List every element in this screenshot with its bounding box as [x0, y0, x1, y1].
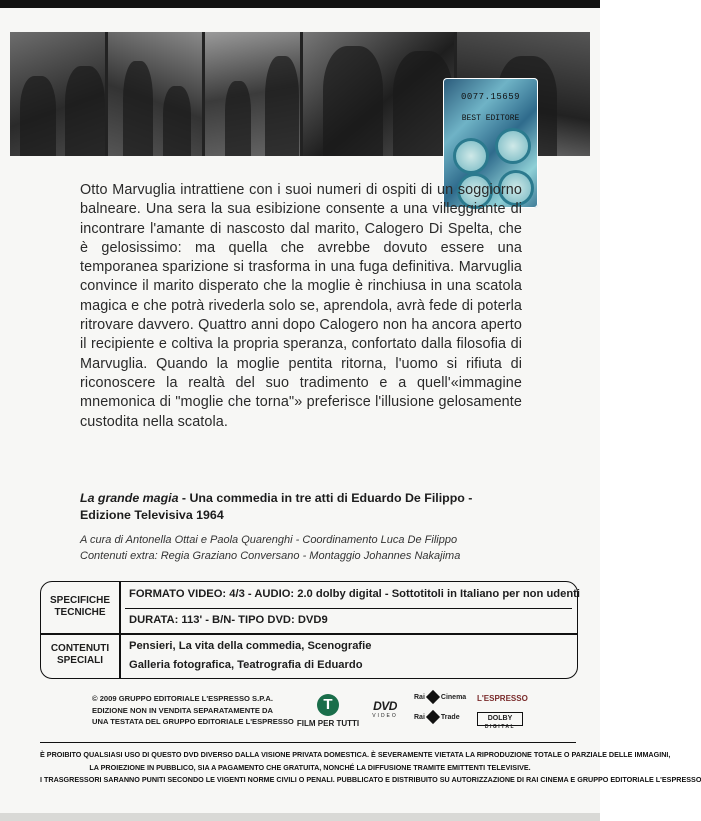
specs-box [40, 581, 581, 679]
legal-notice: È PROIBITO QUALSIASI USO DI QUESTO DVD DIVERSO DALLA VISIONE PRIVATA DOMESTICA. È SEVERAMENTE VIETATA LA RIPRODUZIONE TOTALE O PARZIALE DELLE IMMAGINI, LA PROIEZIONE IN PUBBLICO, SIA A PAGAMENTO CHE GRATUITA, NONCHÉ LA DIFFUSIONE TRAMITE EMITTENTI TELEVISIVE. I TRASGRESSORI SARANNO PUNITI SECONDO LE VIGENTI NORME CIVILI O PENALI. PUBBLICATO E DISTRIBUITO SU AUTORIZZAZIONE DI RAI CINEMA E GRUPPO EDITORIALE L'ESPRESSO [40, 750, 701, 784]
seal-icon [453, 138, 489, 174]
still-photo-1 [10, 32, 105, 156]
dvd-back-cover: 0077.15659 BEST EDITORE Otto Marvuglia intrattiene con i suoi numeri di ospiti di un soggiorno balneare. Una sera la sua esibizione consente a una villeggiante di incontrare l'amante di nascosto dal marito, Calogero Di Spelta, che è gelosissimo: ma quella che avrebbe dovuto essere una temporanea sparizione si trasforma in una fuga definitiva. Marvuglia convince il marito disperato che la moglie è rinchiusa in una scatola magica e che potrà rivederla solo se, aprendola, avrà fede di poterla ritrovare davvero. Quattro anni dopo Calogero non ha ancora aperto il recipiente e coltiva la propria speranza, confortato dalla filosofia di Marvuglia. Quando la moglie pentita ritorna, l'uomo si rifiuta di riconoscere la realtà del suo tradimento e a quell'«immagine mnemonica di "moglie che torna"» preferisce l'illusione gelosamente custodita nella scatola. La grande magia - Una commedia in tre atti di Eduardo De Filippo - Edizione Televisiva 1964 A cura di Antonella Ottai e Paola Quarenghi - Coordinamento Luca De Filippo Contenuti extra: Regia Graziano Conversano - Montaggio Johannes Nakajima SPECIFICHE TECNICHE FORMATO VIDEO: 4/3 - AUDIO: 2.0 dolby digital - Sottotitoli in Italiano per non udenti DURATA: 113' - B/N- TIPO DVD: DVD9 CONTENUTI SPECIALI Pensieri, La vita della commedia, Scenografie Galleria fotografica, Teatrografia di Eduardo © 2009 GRUPPO EDITORIALE L'ESPRESSO S.P.A. EDIZIONE NON IN VENDITA SEPARATAMENTE DA UNA TESTATA DEL GRUPPO EDITORIALE L'ESPRESSO T FILM PER TUTTI DVD VIDEO Rai Cinema Rai Trade L'ESPRESSO DOLBY DIGITAL È PROIBITO QUALSIASI USO DI QUESTO DVD DIVERSO DALLA VISIONE PRIVATA DOMESTICA. È SEVERAMENTE VIETATA LA RIPRODUZIONE TOTALE O PARZIALE DELLE IMMAGINI, LA PROIEZIONE IN PUBBLICO, SIA A PAGAMENTO CHE GRATUITA, NONCHÉ LA DIFFUSIONE TRAMITE EMITTENTI TELEVISIVE. I TRASGRESSORI SARANNO PUNITI SECONDO LE VIGENTI NORME CIVILI O PENALI. PUBBLICATO E DISTRIBUITO SU AUTORIZZAZIONE DI RAI CINEMA E GRUPPO EDITORIALE L'ESPRESSO [0, 0, 600, 821]
duration: DURATA: 113' - B/N- TIPO DVD: DVD9 [129, 614, 328, 626]
rating-t-icon: T [317, 694, 339, 716]
still-photo-3 [205, 32, 300, 156]
synopsis-text: Otto Marvuglia intrattiene con i suoi numeri di ospiti di un soggiorno balneare. Una sera la sua esibizione consente a una villeggiante di incontrare l'amante di nascosto dal marito, Calogero Di Spelta, che è gelosissimo: ma quella che avrebbe dovuto essere una temporanea sparizione si trasforma in una fuga definitiva. Marvuglia convince il marito disperato che la moglie è rinchiusa in una scatola magica e che potrà rivederla solo se, aprendola, avrà fede di poterla ritrovare davvero. Quattro anni dopo Calogero non ha ancora aperto il recipiente e coltiva la propria speranza, confortato dalla filosofia di Marvuglia. Quando la moglie pentita ritorna, l'uomo si rifiuta di riconoscere la realtà del suo tradimento e a quell'«immagine mnemonica di "moglie che torna"» preferisce l'illusione gelosamente custodita nella scatola. [80, 182, 522, 430]
curators [80, 532, 530, 564]
hologram-code: 0077.15659 [460, 92, 520, 102]
still-photo-2 [108, 32, 203, 156]
bottom-edge [0, 813, 600, 821]
dolby-logo: DOLBY [477, 712, 523, 726]
video-format: FORMATO VIDEO: 4/3 - AUDIO: 2.0 dolby digital - Sottotitoli in Italiano per non udenti [129, 588, 581, 600]
extras-credits-line: Contenuti extra: Regia Graziano Conversano - Montaggio Johannes Nakajima [80, 550, 461, 562]
rai-icon [426, 690, 440, 704]
divider [40, 742, 576, 743]
hologram-text: BEST EDITORE [461, 114, 520, 123]
seal-icon [495, 128, 531, 164]
dvd-video-logo: DVD VIDEO [372, 699, 398, 719]
curators-line: A cura di Antonella Ottai e Paola Quarenghi - Coordinamento Luca De Filippo [80, 534, 458, 546]
publisher-notice: © 2009 GRUPPO EDITORIALE L'ESPRESSO S.P.A. EDIZIONE NON IN VENDITA SEPARATAMENTE DA UNA TESTATA DEL GRUPPO EDITORIALE L'ESPRESSO [92, 694, 294, 726]
rai-icon [426, 710, 440, 724]
credits-title [80, 490, 525, 524]
film-subtitle: - Una commedia in tre atti di Eduardo De Filippo - Edizione Televisiva 1964 [80, 491, 473, 522]
still-photo-4 [303, 32, 454, 156]
extras-line-2: Galleria fotografica, Teatrografia di Eduardo [129, 659, 363, 671]
rating-logo: T FILM PER TUTTI [296, 696, 360, 728]
copyright: © 2009 GRUPPO EDITORIALE L'ESPRESSO S.P.A. [92, 694, 273, 703]
espresso-logo: L'ESPRESSO [477, 694, 528, 703]
top-edge [0, 0, 600, 8]
film-title: La grande magia [80, 491, 179, 505]
extras-line-1: Pensieri, La vita della commedia, Scenografie [129, 640, 372, 652]
special-content-label: CONTENUTI SPECIALI [50, 643, 110, 666]
rai-trade-logo: Rai Trade [414, 712, 460, 722]
rai-cinema-logo: Rai Cinema [414, 692, 466, 702]
tech-specs-label: SPECIFICHE TECNICHE [49, 595, 110, 618]
